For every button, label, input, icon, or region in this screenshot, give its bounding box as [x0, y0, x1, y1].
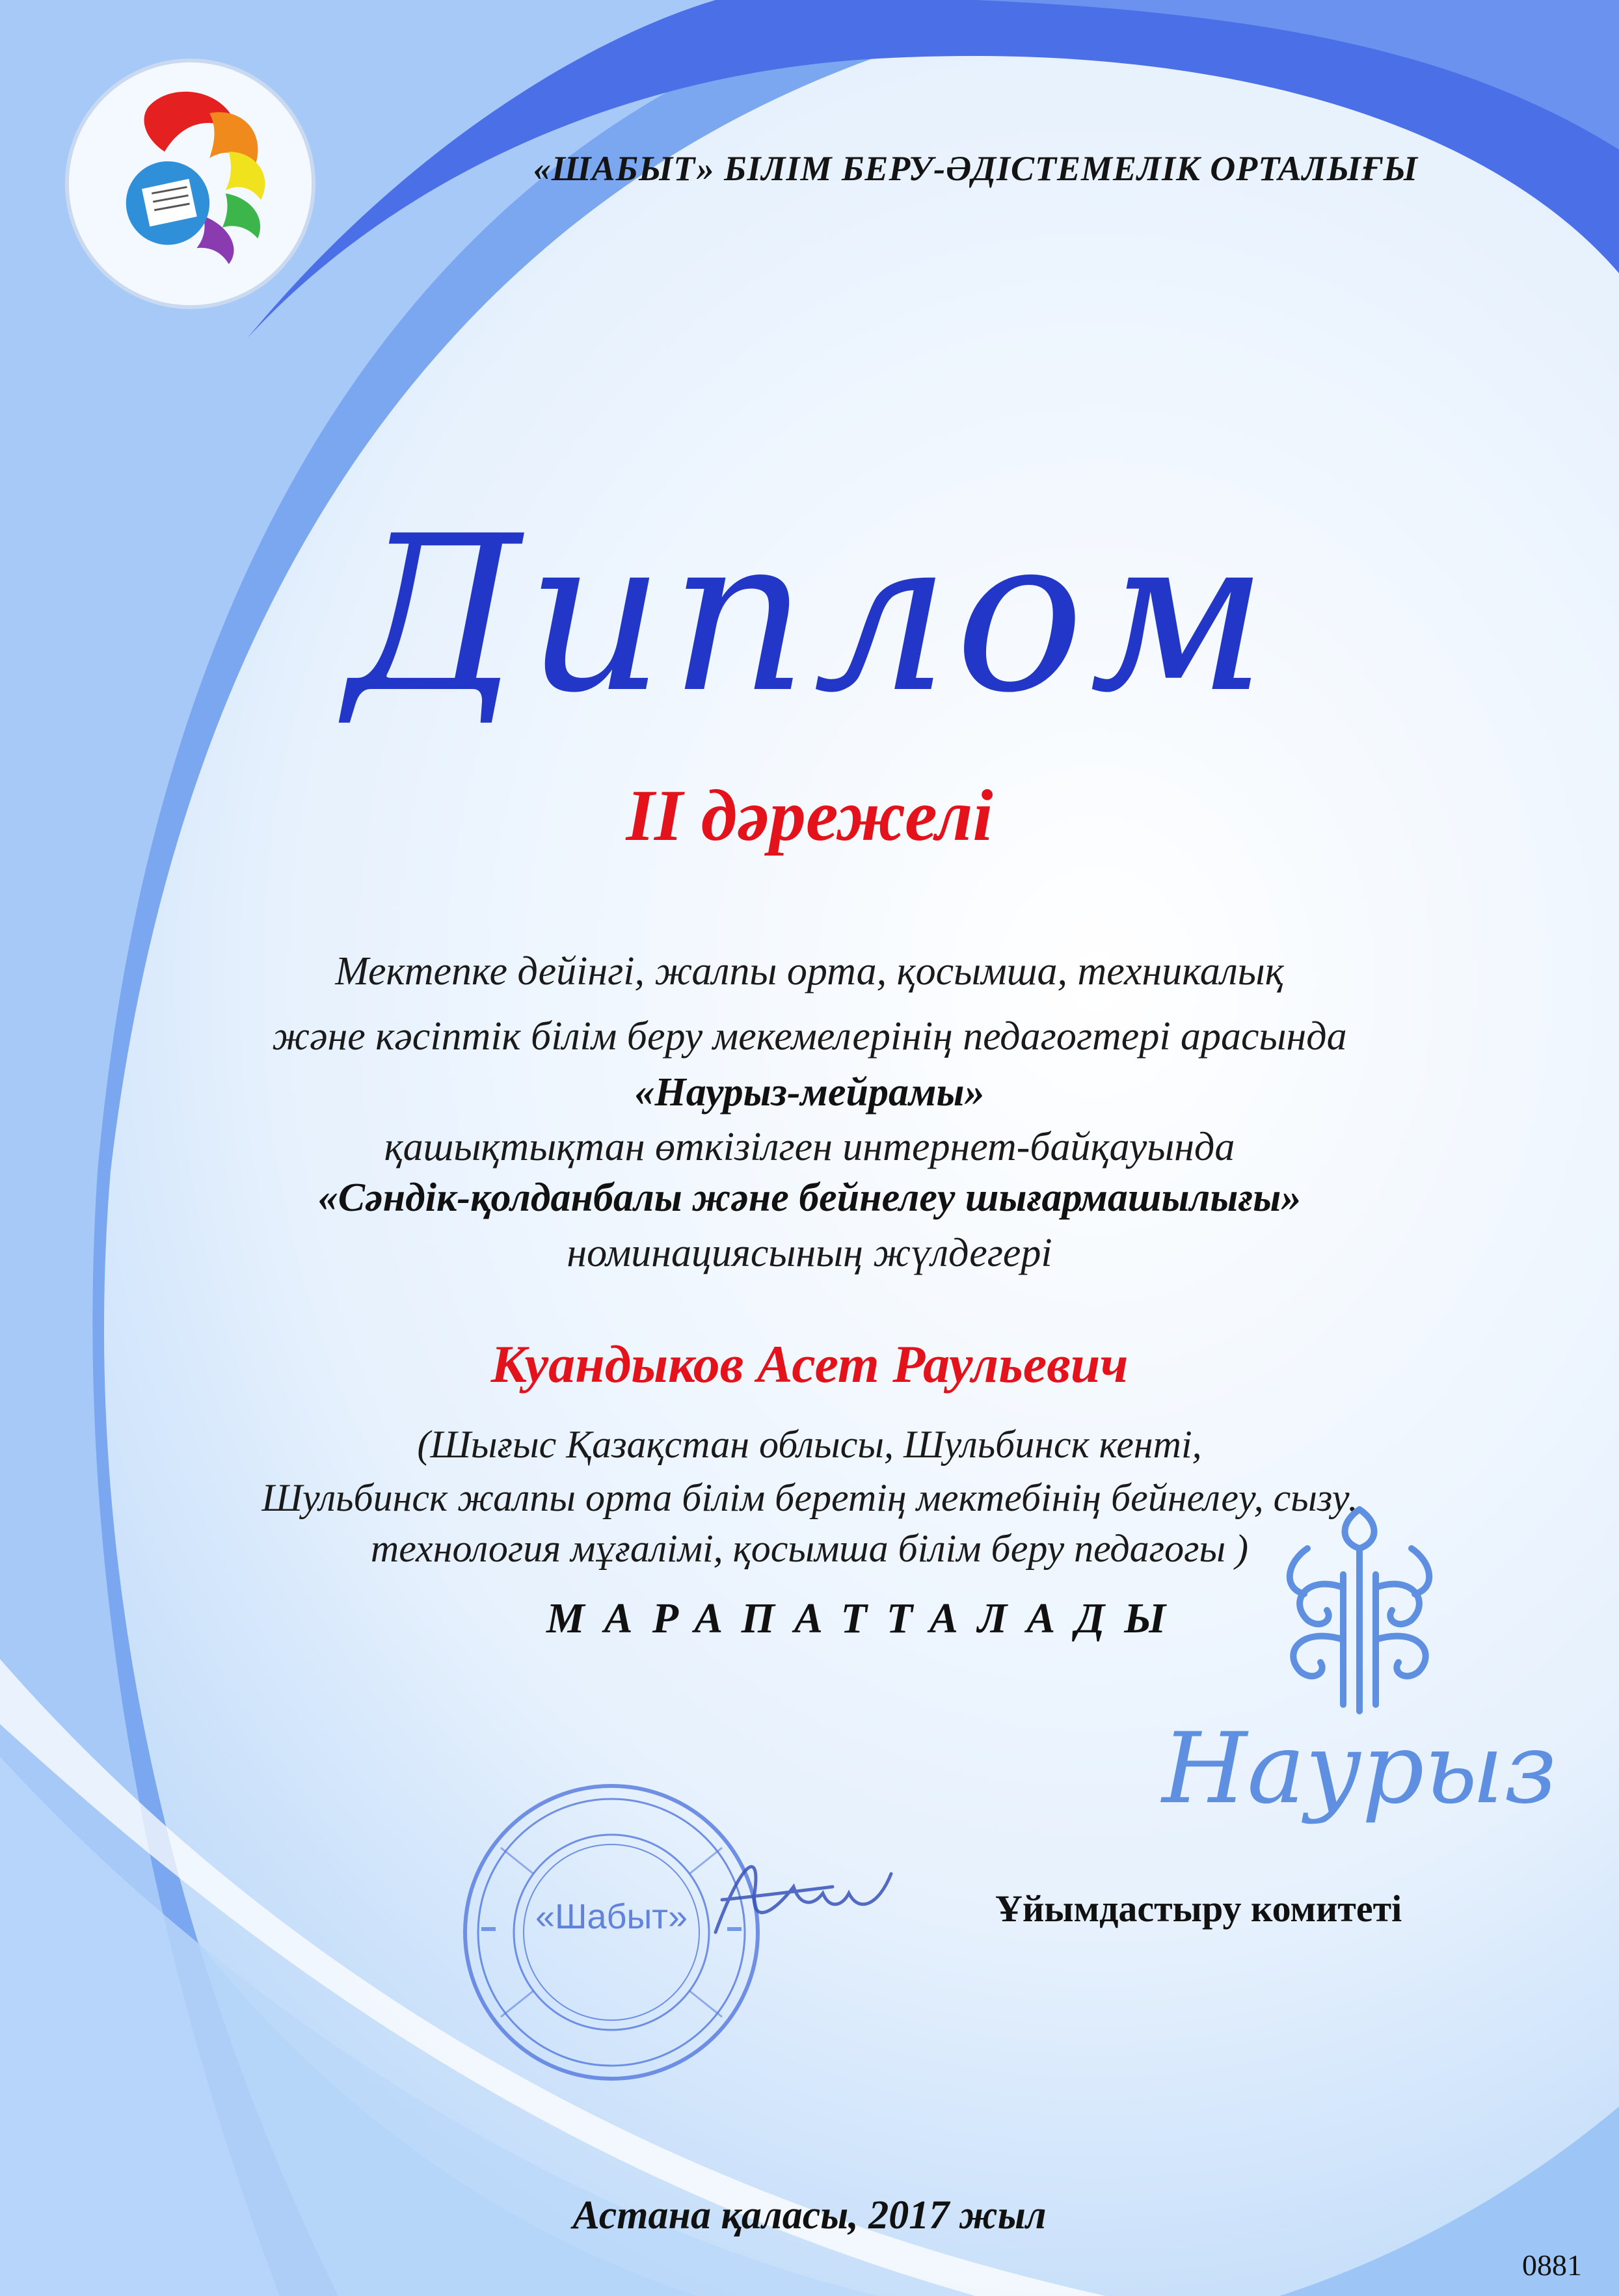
document-title: Диплом: [346, 490, 1273, 740]
signature: [702, 1835, 924, 1958]
city-year: Астана қаласы, 2017 жыл: [572, 2193, 1047, 2237]
recipient-address-3: технология мұғалімі, қосымша білім беру педагогы ): [370, 1527, 1249, 1570]
recipient-address-1: (Шығыс Қазақстан облысы, Шульбинск кенті,: [417, 1423, 1202, 1466]
nauryz-logo-text: Наурыз: [1162, 1712, 1557, 1826]
organization-name: «ШАБЫТ» БІЛІМ БЕРУ-ӘДІСТЕМЕЛІК ОРТАЛЫҒЫ: [533, 149, 1419, 188]
nomination-name: «Сәндік-қолданбалы және бейнелеу шығармашылығы»: [317, 1176, 1302, 1220]
seal-text: «Шабыт»: [535, 1897, 688, 1936]
degree-label: ІІ дәрежелі: [626, 776, 993, 856]
body-line-1: Мектепке дейінгі, жалпы орта, қосымша, техникалық: [335, 949, 1284, 993]
serial-number: 0881: [1522, 2249, 1582, 2282]
nauryz-logo: [1162, 1496, 1557, 1861]
organizing-committee: Ұйымдастыру комитеті: [995, 1887, 1402, 1930]
contest-name: «Наурыз-мейрамы»: [634, 1070, 985, 1114]
award-heading: МАРАПАТТАЛАДЫ: [546, 1595, 1186, 1642]
body-line-4: қашықтықтан өткізілген интернет-байқауында: [384, 1125, 1235, 1169]
recipient-name: Куандыков Асет Раульевич: [490, 1334, 1129, 1394]
body-line-2: және кәсіптік білім беру мекемелерінің педагогтері арасында: [272, 1014, 1347, 1059]
recipient-address-2: Шульбинск жалпы орта білім беретің мектебінің бейнелеу, сызу,: [261, 1476, 1358, 1519]
shabyt-logo: [62, 55, 319, 312]
body-line-6: номинациясының жүлдегері: [567, 1231, 1052, 1275]
